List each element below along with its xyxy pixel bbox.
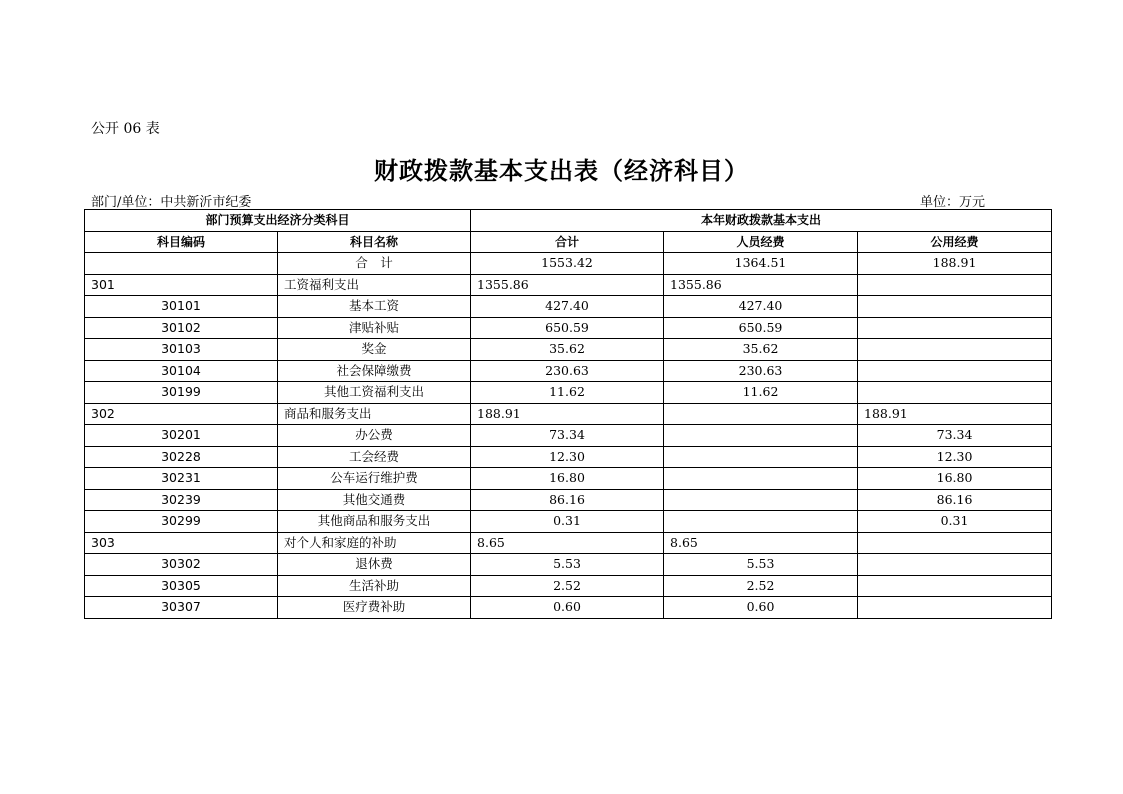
header-economic-classification: 部门预算支出经济分类科目 [85, 210, 471, 232]
row-total: 12.30 [471, 446, 664, 468]
table-row [85, 296, 1052, 318]
row-code: 30104 [85, 360, 278, 382]
row-code: 30228 [85, 446, 278, 468]
row-name: 工会经费 [278, 446, 471, 468]
table-row [85, 382, 1052, 404]
header-group-row [85, 210, 1052, 232]
table-row [85, 317, 1052, 339]
table-row [85, 597, 1052, 619]
total-personnel: 1364.51 [664, 253, 858, 275]
row-personnel: 650.59 [664, 317, 858, 339]
row-public: 16.80 [858, 468, 1052, 490]
header-column-row [85, 231, 1052, 253]
row-total: 1355.86 [471, 274, 664, 296]
row-personnel [664, 511, 858, 533]
row-personnel [664, 446, 858, 468]
row-name: 对个人和家庭的补助 [278, 532, 471, 554]
row-public [858, 554, 1052, 576]
row-name: 其他商品和服务支出 [278, 511, 471, 533]
row-code: 30307 [85, 597, 278, 619]
row-code: 30231 [85, 468, 278, 490]
header-basic-expenditure: 本年财政拨款基本支出 [471, 210, 1052, 232]
row-public [858, 360, 1052, 382]
row-total: 0.31 [471, 511, 664, 533]
row-name: 其他交通费 [278, 489, 471, 511]
header-name: 科目名称 [278, 231, 471, 253]
row-public [858, 532, 1052, 554]
row-code: 30299 [85, 511, 278, 533]
row-public [858, 317, 1052, 339]
table-row [85, 575, 1052, 597]
row-name: 退休费 [278, 554, 471, 576]
row-personnel: 8.65 [664, 532, 858, 554]
row-code: 30199 [85, 382, 278, 404]
row-public: 86.16 [858, 489, 1052, 511]
row-personnel: 427.40 [664, 296, 858, 318]
table-row [85, 532, 1052, 554]
row-total: 230.63 [471, 360, 664, 382]
row-personnel: 11.62 [664, 382, 858, 404]
row-personnel [664, 489, 858, 511]
row-total: 35.62 [471, 339, 664, 361]
row-code: 30201 [85, 425, 278, 447]
row-code: 303 [85, 532, 278, 554]
row-total: 650.59 [471, 317, 664, 339]
row-code: 30239 [85, 489, 278, 511]
table-row [85, 489, 1052, 511]
row-total: 0.60 [471, 597, 664, 619]
row-code: 30101 [85, 296, 278, 318]
row-total: 427.40 [471, 296, 664, 318]
row-total: 11.62 [471, 382, 664, 404]
row-total: 73.34 [471, 425, 664, 447]
table-row [85, 446, 1052, 468]
row-total: 2.52 [471, 575, 664, 597]
row-name: 医疗费补助 [278, 597, 471, 619]
row-total: 5.53 [471, 554, 664, 576]
row-code: 30102 [85, 317, 278, 339]
form-id-label: 公开 06 表 [91, 121, 160, 137]
row-personnel: 230.63 [664, 360, 858, 382]
row-total: 8.65 [471, 532, 664, 554]
row-personnel [664, 468, 858, 490]
total-code [85, 253, 278, 275]
row-code: 30103 [85, 339, 278, 361]
row-public: 12.30 [858, 446, 1052, 468]
row-total: 16.80 [471, 468, 664, 490]
row-name: 生活补助 [278, 575, 471, 597]
row-code: 30305 [85, 575, 278, 597]
page-title: 财政拨款基本支出表（经济科目） [374, 156, 749, 185]
header-code: 科目编码 [85, 231, 278, 253]
row-public [858, 296, 1052, 318]
total-label: 合 计 [278, 253, 471, 275]
table-row [85, 468, 1052, 490]
header-total: 合计 [471, 231, 664, 253]
row-public: 0.31 [858, 511, 1052, 533]
table-row [85, 274, 1052, 296]
row-code: 301 [85, 274, 278, 296]
row-public [858, 597, 1052, 619]
row-personnel [664, 425, 858, 447]
row-public [858, 339, 1052, 361]
row-public: 188.91 [858, 403, 1052, 425]
table-row [85, 425, 1052, 447]
unit-label: 单位：万元 [920, 195, 986, 210]
row-personnel: 1355.86 [664, 274, 858, 296]
row-name: 社会保障缴费 [278, 360, 471, 382]
row-name: 奖金 [278, 339, 471, 361]
budget-table [84, 209, 1052, 619]
row-personnel: 35.62 [664, 339, 858, 361]
table-row [85, 511, 1052, 533]
total-public: 188.91 [858, 253, 1052, 275]
row-total: 188.91 [471, 403, 664, 425]
row-name: 办公费 [278, 425, 471, 447]
table-row [85, 403, 1052, 425]
row-personnel: 2.52 [664, 575, 858, 597]
table-row [85, 360, 1052, 382]
row-code: 302 [85, 403, 278, 425]
row-personnel: 0.60 [664, 597, 858, 619]
row-public [858, 382, 1052, 404]
row-name: 商品和服务支出 [278, 403, 471, 425]
department-label: 部门/单位：中共新沂市纪委 [91, 195, 252, 210]
row-name: 其他工资福利支出 [278, 382, 471, 404]
row-public: 73.34 [858, 425, 1052, 447]
row-name: 公车运行维护费 [278, 468, 471, 490]
row-public [858, 274, 1052, 296]
table-row [85, 554, 1052, 576]
header-personnel: 人员经费 [664, 231, 858, 253]
row-name: 基本工资 [278, 296, 471, 318]
row-personnel: 5.53 [664, 554, 858, 576]
row-name: 津贴补贴 [278, 317, 471, 339]
row-total: 86.16 [471, 489, 664, 511]
row-name: 工资福利支出 [278, 274, 471, 296]
row-personnel [664, 403, 858, 425]
table-row [85, 339, 1052, 361]
header-public: 公用经费 [858, 231, 1052, 253]
row-code: 30302 [85, 554, 278, 576]
total-amount: 1553.42 [471, 253, 664, 275]
total-row [85, 253, 1052, 275]
row-public [858, 575, 1052, 597]
